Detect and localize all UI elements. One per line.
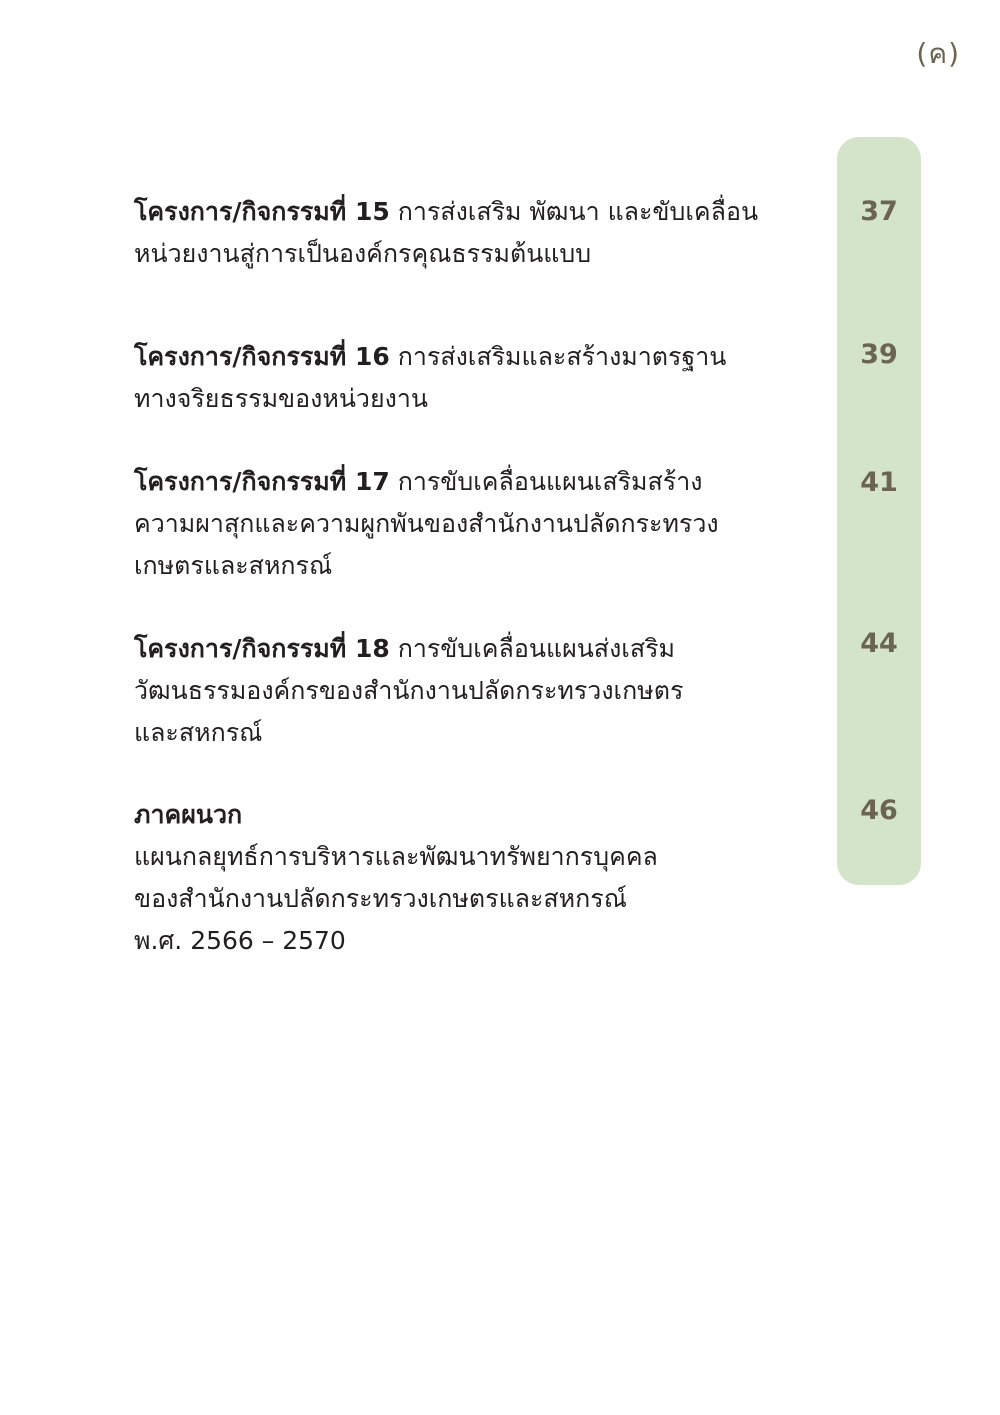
toc-page-number-46[interactable]: 46 xyxy=(860,795,898,826)
toc-page-number-41[interactable]: 41 xyxy=(860,467,898,498)
toc-entry-line: หน่วยงานสู่การเป็นองค์กรคุณธรรมต้นแบบ xyxy=(134,239,592,268)
toc-entry-lead: ภาคผนวก xyxy=(134,800,243,829)
toc-entry-line: เกษตรและสหกรณ์ xyxy=(134,551,333,580)
toc-entry-appendix[interactable] xyxy=(134,794,824,962)
toc-entry-18[interactable] xyxy=(134,628,824,754)
page-label: (ค) xyxy=(916,37,960,70)
toc-entry-title-line xyxy=(134,794,824,836)
toc-entry-title-line xyxy=(134,628,824,670)
toc-entry-line: แผนกลยุทธ์การบริหารและพัฒนาทรัพยากรบุคคล xyxy=(134,842,658,871)
toc-entry-lead: โครงการ/กิจกรรมที่ 15 xyxy=(134,197,390,226)
toc-entry-title-rest: การส่งเสริมและสร้างมาตรฐาน xyxy=(397,342,727,371)
toc-entry-lead: โครงการ/กิจกรรมที่ 18 xyxy=(134,634,390,663)
toc-entry-title-line xyxy=(134,461,824,503)
toc-page-number-39[interactable]: 39 xyxy=(860,339,898,370)
toc-entry-title-rest: การขับเคลื่อนแผนส่งเสริม xyxy=(397,634,675,663)
toc-entry-line: และสหกรณ์ xyxy=(134,718,263,747)
toc-entry-title-rest: การส่งเสริม พัฒนา และขับเคลื่อน xyxy=(397,197,759,226)
toc-page-number-44[interactable]: 44 xyxy=(860,628,898,659)
toc-entry-title-line xyxy=(134,336,824,378)
toc-entry-17[interactable] xyxy=(134,461,824,587)
toc-entry-16[interactable] xyxy=(134,336,824,420)
toc-entry-line: ของสำนักงานปลัดกระทรวงเกษตรและสหกรณ์ xyxy=(134,884,627,913)
toc-entry-line: พ.ศ. 2566 – 2570 xyxy=(134,926,346,955)
toc-page-number-37[interactable]: 37 xyxy=(860,196,898,227)
toc-entry-line: วัฒนธรรมองค์กรของสำนักงานปลัดกระทรวงเกษตร xyxy=(134,676,684,705)
toc-entry-title-rest: การขับเคลื่อนแผนเสริมสร้าง xyxy=(397,467,703,496)
toc-entry-title-line xyxy=(134,191,824,233)
toc-entry-lead: โครงการ/กิจกรรมที่ 16 xyxy=(134,342,390,371)
toc-entry-lead: โครงการ/กิจกรรมที่ 17 xyxy=(134,467,390,496)
toc-entry-15[interactable] xyxy=(134,191,824,275)
toc-entry-line: ทางจริยธรรมของหน่วยงาน xyxy=(134,384,428,413)
page-number-band xyxy=(837,137,921,885)
toc-entry-line: ความผาสุกและความผูกพันของสำนักงานปลัดกระทรวง xyxy=(134,509,719,538)
